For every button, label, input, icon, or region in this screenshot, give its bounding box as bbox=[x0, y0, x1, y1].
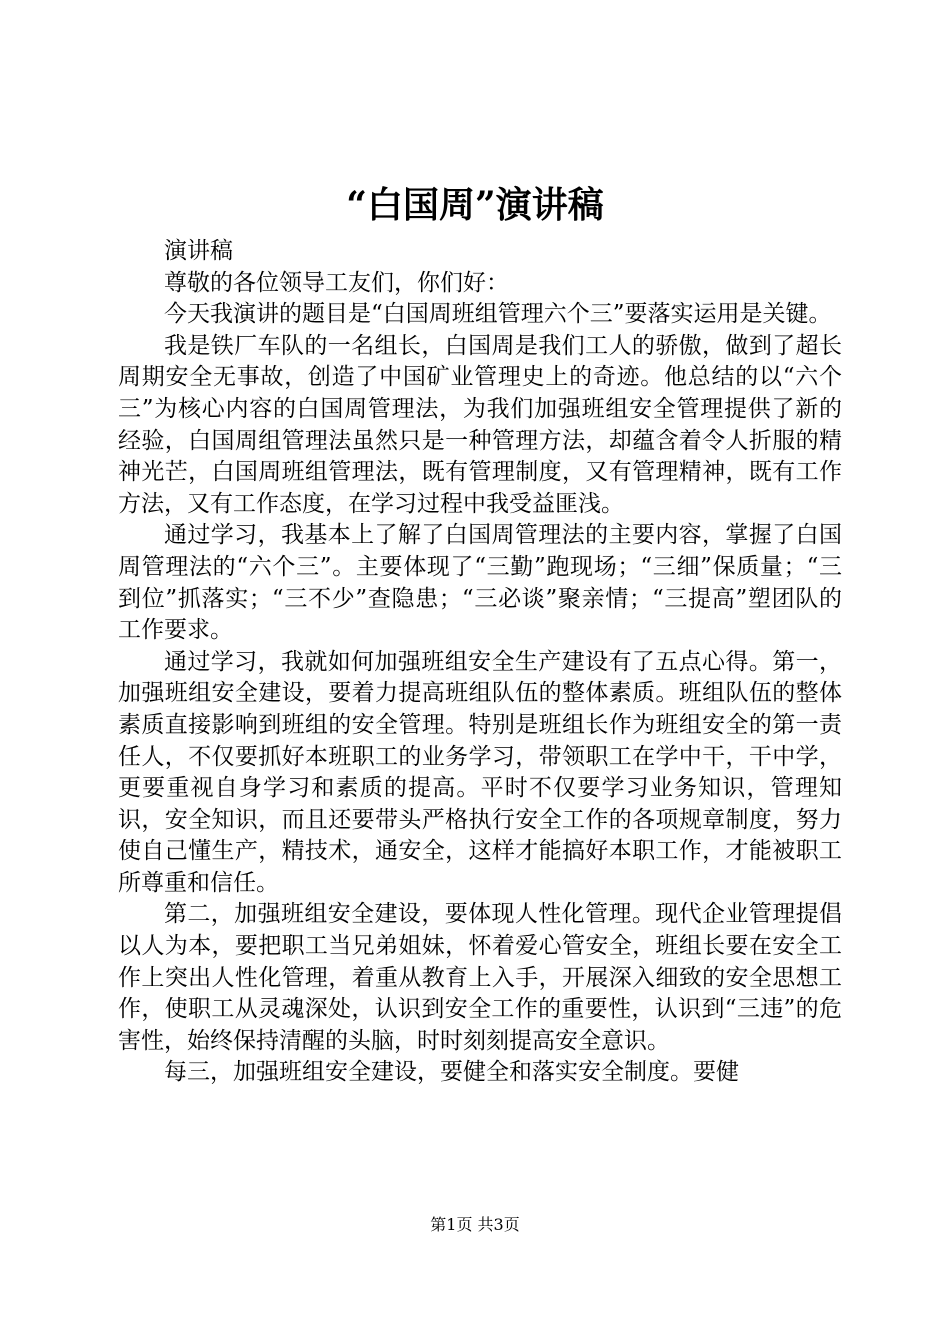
paragraph: 每三，加强班组安全建设，要健全和落实安全制度。要健 bbox=[164, 1059, 739, 1086]
page-number-footer: 第1页 共3页 bbox=[430, 1215, 520, 1234]
paragraph-greeting: 尊敬的各位领导工友们，你们好： bbox=[164, 269, 509, 296]
paragraph: 第二，加强班组安全建设，要体现人性化管理。现代企业管理提倡以人为本，要把职工当兄弟姐妹，怀着爱心管安全，班组长要在安全工作上突出人性化管理，着重从教育上入手，开展深入细致的安全思想工作，使职工从灵魂深处，认识到安全工作的重要性，认识到“三违”的危害性，始终保持清醒的头脑，时时刻刻提高安全意识。 bbox=[118, 901, 842, 1054]
paragraph: 通过学习，我就如何加强班组安全生产建设有了五点心得。第一，加强班组安全建设，要着力提高班组队伍的整体素质。班组队伍的整体素质直接影响到班组的安全管理。特别是班组长作为班组安全的第一责任人，不仅要抓好本班职工的业务学习，带领职工在学中干，干中学，更要重视自身学习和素质的提高。平时不仅要学习业务知识，管理知识，安全知识，而且还要带头严格执行安全工作的各项规章制度，努力使自己懂生产，精技术，通安全，这样才能搞好本职工作，才能被职工所尊重和信任。 bbox=[118, 648, 842, 896]
paragraph: 我是铁厂车队的一名组长，白国周是我们工人的骄傲，做到了超长周期安全无事故，创造了中国矿业管理史上的奇迹。他总结的以“六个三”为核心内容的白国周管理法，为我们加强班组安全管理提供了新的经验，白国周组管理法虽然只是一种管理方法，却蕴含着令人折服的精神光芒，白国周班组管理法，既有管理制度，又有管理精神，既有工作方法，又有工作态度，在学习过程中我受益匪浅。 bbox=[118, 332, 842, 517]
paragraph: 通过学习，我基本上了解了白国周管理法的主要内容，掌握了白国周管理法的“六个三”。主要体现了“三勤”跑现场；“三细”保质量；“三到位”抓落实；“三不少”查隐患；“三必谈”聚亲情；“三提高”塑团队的工作要求。 bbox=[118, 522, 842, 644]
paragraph: 今天我演讲的题目是“白国周班组管理六个三”要落实运用是关键。 bbox=[164, 301, 832, 328]
document-title: “白国周”演讲稿 bbox=[346, 184, 604, 226]
paragraph-heading: 演讲稿 bbox=[164, 238, 233, 264]
document-body bbox=[118, 236, 842, 1089]
